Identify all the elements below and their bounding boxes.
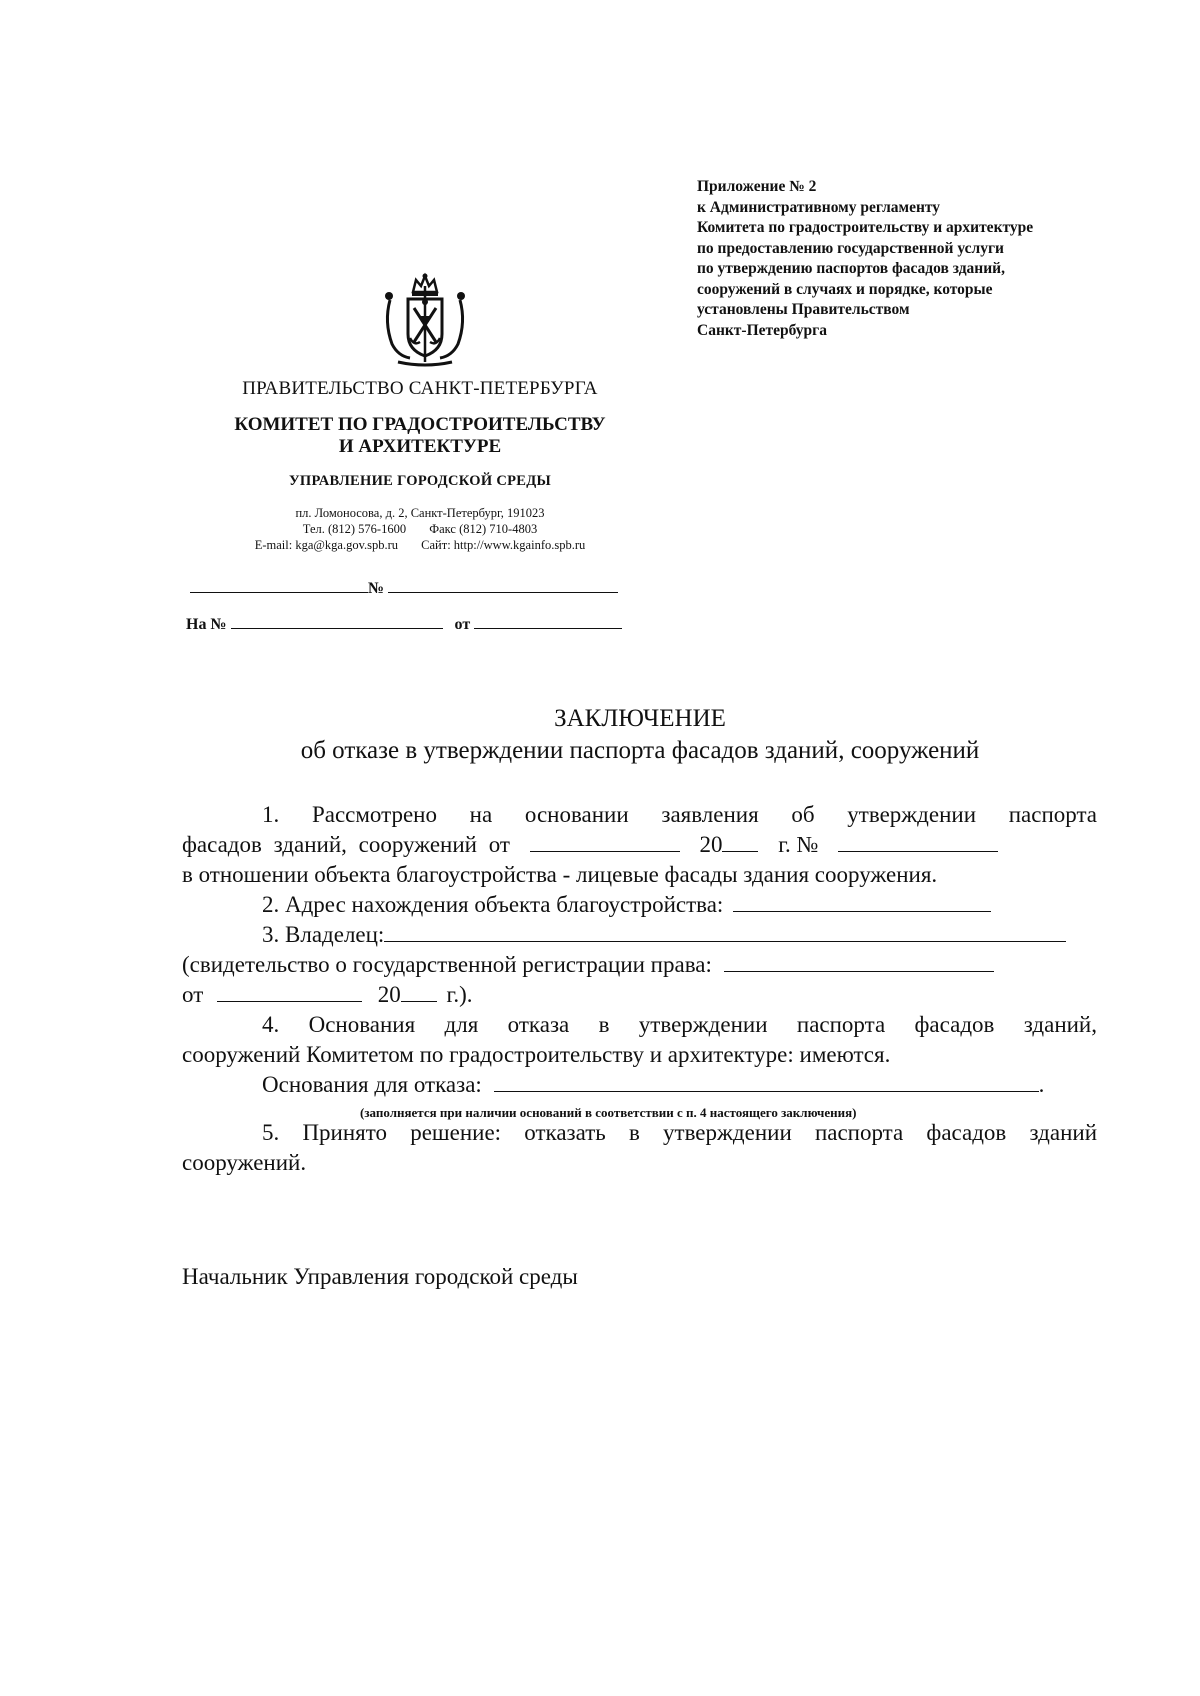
committee-line-1: КОМИТЕТ ПО ГРАДОСТРОИТЕЛЬСТВУ [234,414,606,435]
item-3-certificate [182,950,994,980]
appendix-block [697,177,1117,341]
appendix-line: Комитета по градостроительству и архитектуре [697,219,1034,236]
item-4-grounds-label: Основания для отказа: [262,1072,482,1097]
item-4-line-1: 4. Основания для отказа в утверждении паспорта фасадов зданий, [262,1012,1097,1037]
outgoing-number-row [190,578,618,598]
ref-number-field[interactable] [231,614,443,629]
item-3-label: 3. Владелец: [262,922,385,947]
item-1-number-label: г. № [778,832,819,857]
number-label: № [368,580,385,597]
number-field[interactable] [388,578,618,593]
item-4-note: (заполняется при наличии оснований в соответствии с п. 4 настоящего заключения) [360,1105,857,1120]
ref-label: На № [186,616,227,633]
item-5-line-2: сооружений. [182,1150,307,1175]
application-year-field[interactable] [722,831,758,852]
item-1-line-3: в отношении объекта благоустройства - лицевые фасады здания сооружения. [182,862,938,887]
document-title: ЗАКЛЮЧЕНИЕ [554,705,726,732]
address: пл. Ломоносова, д. 2, Санкт-Петербург, 191023 [295,506,545,520]
certificate-date-field[interactable] [217,981,362,1002]
appendix-line: к Административному регламенту [697,198,941,216]
item-2-label: 2. Адрес нахождения объекта благоустройства: [262,892,724,917]
appendix-line: сооружений в случаях и порядке, которые [697,280,993,298]
item-1-line-1: 1. Рассмотрено на основании заявления об утверждении паспорта [262,802,1097,827]
item-3-date-suffix: г.). [446,982,473,1007]
item-3-year-prefix: 20 [377,982,401,1007]
application-number-field[interactable] [838,831,998,852]
government-name: ПРАВИТЕЛЬСТВО САНКТ-ПЕТЕРБУРГА [242,378,598,399]
item-3 [262,920,1066,950]
owner-field[interactable] [384,921,1066,942]
st-petersburg-coat-of-arms-icon [380,272,470,367]
email-site [190,537,650,553]
reference-row [186,614,622,634]
date-field[interactable] [190,578,368,593]
from-label: от [454,616,471,633]
item-5-line-1: 5. Принято решение: отказать в утверждении паспорта фасадов зданий [262,1120,1097,1145]
certificate-year-field[interactable] [401,981,437,1002]
item-3-date-from: от [182,982,204,1007]
conclusion-body [182,800,1097,1200]
department-name: УПРАВЛЕНИЕ ГОРОДСКОЙ СРЕДЫ [288,473,552,489]
appendix-line: Приложение № 2 [697,178,817,195]
email: E-mail: kga@kga.gov.spb.ru [254,538,399,552]
site: Сайт: http://www.kgainfo.spb.ru [421,538,586,552]
certificate-field[interactable] [724,951,994,972]
item-2 [262,890,991,920]
phone: Тел. (812) 576-1600 [302,522,407,536]
appendix-line: установлены Правительством [697,301,910,318]
item-4-grounds: Основания для отказа: . [262,1072,1045,1097]
object-address-field[interactable] [733,891,991,912]
contact-block [190,505,650,553]
appendix-line: Санкт-Петербурга [697,321,827,339]
item-1-line-2 [182,830,1097,860]
item-3-date [182,980,473,1010]
committee-name [190,414,650,458]
document-subtitle: об отказе в утверждении паспорта фасадов зданий, сооружений [300,737,980,764]
item-4-line-2: сооружений Комитетом по градостроительству и архитектуре: имеются. [182,1042,891,1067]
phone-fax [190,521,650,537]
appendix-line: по предоставлению государственной услуги [697,239,1004,257]
committee-line-2: И АРХИТЕКТУРЕ [338,436,502,457]
item-3-certificate-label: (свидетельство о государственной регистрации права: [182,952,712,977]
application-date-field[interactable] [530,831,680,852]
grounds-field[interactable] [494,1071,1039,1092]
fax: Факс (812) 710-4803 [429,522,538,536]
appendix-line: по утверждению паспортов фасадов зданий, [697,260,1005,277]
item-1-year-prefix: 20 [699,832,723,857]
ref-date-field[interactable] [474,614,622,629]
signature-position: Начальник Управления городской среды [182,1264,578,1289]
item-1-text-a: фасадов зданий, сооружений от [182,832,510,857]
